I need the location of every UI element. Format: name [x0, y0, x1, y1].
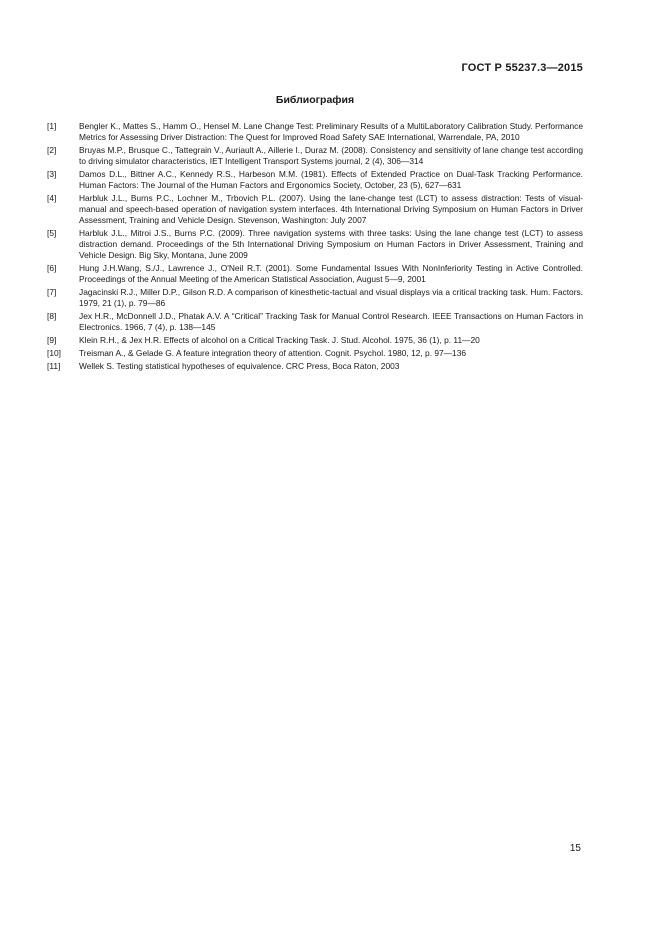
- reference-item: [47, 348, 583, 359]
- reference-item: [47, 361, 583, 372]
- page-header-standard: ГОСТ Р 55237.3—2015: [461, 62, 583, 74]
- reference-number: [4]: [47, 193, 57, 203]
- reference-item: [47, 287, 583, 309]
- reference-number: [1]: [47, 121, 57, 131]
- reference-item: [47, 311, 583, 333]
- reference-text: Hung J.H.Wang, S./J., Lawrence J., O'Neil R.T. (2001). Some Fundamental Issues With NonInferiority Testing in Active Controlled. Proceedings of the Annual Meeting of the American Statistical Association, August 5—9, 2001: [79, 263, 583, 284]
- reference-list: [47, 121, 583, 374]
- reference-text: Jagacinski R.J., Miller D.P., Gilson R.D. A comparison of kinesthetic-tactual and visual displays via a critical tracking task. Hum. Factors. 1979, 21 (1), p. 79—86: [79, 287, 583, 308]
- reference-number: [2]: [47, 145, 57, 155]
- reference-number: [5]: [47, 228, 57, 238]
- reference-text: Klein R.H., & Jex H.R. Effects of alcohol on a Critical Tracking Task. J. Stud. Alcohol. 1975, 36 (1), p. 11—20: [79, 335, 480, 345]
- reference-text: Jex H.R., McDonnell J.D., Phatak A.V. A “Critical” Tracking Task for Manual Control Research. IEEE Transactions on Human Factors in Electronics. 1966, 7 (4), p. 138—145: [79, 311, 583, 332]
- reference-number: [3]: [47, 169, 57, 179]
- reference-text: Treisman A., & Gelade G. A feature integration theory of attention. Cognit. Psychol. 1980, 12, p. 97—136: [79, 348, 467, 358]
- reference-text: Wellek S. Testing statistical hypotheses of equivalence. CRC Press, Boca Raton, 2003: [79, 361, 400, 371]
- reference-item: [47, 228, 583, 261]
- reference-text: Bengler K., Mattes S., Hamm O., Hensel M. Lane Change Test: Preliminary Results of a MultiLaboratory Calibration Study. Performance Metrics for Assessing Driver Distraction: The Quest for Improved Road Safety SAE International, Warrendale, PA, 2010: [79, 121, 583, 142]
- reference-text: Harbluk J.L., Mitroi J.S., Burns P.C. (2009). Three navigation systems with three tasks: Using the lane change test (LCT) to assess distraction demand. Proceedings of the 5th International Driving Symposium on Human Factors in Driver Assessment, Training and Vehicle Design. Big Sky, Montana, June 2009: [79, 228, 583, 260]
- reference-number: [10]: [47, 348, 61, 358]
- reference-number: [11]: [47, 361, 61, 371]
- reference-number: [8]: [47, 311, 57, 321]
- reference-number: [7]: [47, 287, 57, 297]
- page-number: 15: [569, 843, 581, 854]
- reference-item: [47, 145, 583, 167]
- reference-item: [47, 193, 583, 226]
- reference-item: [47, 169, 583, 191]
- reference-number: [6]: [47, 263, 57, 273]
- reference-number: [9]: [47, 335, 57, 345]
- reference-text: Bruyas M.P., Brusque C., Tattegrain V., Auriault A., Aillerie I., Duraz M. (2008). Consistency and sensitivity of lane change test according to driving simulator characteristics, IET Intelligent Transport Systems journal, 2 (4), 306—314: [79, 145, 583, 166]
- reference-text: Harbluk J.L., Burns P.C., Lochner M., Trbovich P.L. (2007). Using the lane-change test (LCT) to assess distraction: Tests of visual-manual and speech-based operation of navigation system interfaces. 4th International Driving Symposium on Human Factors in Driver Assessment, Training and Vehicle Design. Stevenson, Washington: July 2007: [79, 193, 583, 225]
- reference-item: [47, 335, 583, 346]
- bibliography-title: Библиография: [275, 94, 355, 106]
- reference-item: [47, 121, 583, 143]
- reference-item: [47, 263, 583, 285]
- reference-text: Damos D.L., Bittner A.C., Kennedy R.S., Harbeson M.M. (1981). Effects of Extended Practice on Dual-Task Tracking Performance. Human Factors: The Journal of the Human Factors and Ergonomics Society, October, 23 (5), 627—631: [79, 169, 583, 190]
